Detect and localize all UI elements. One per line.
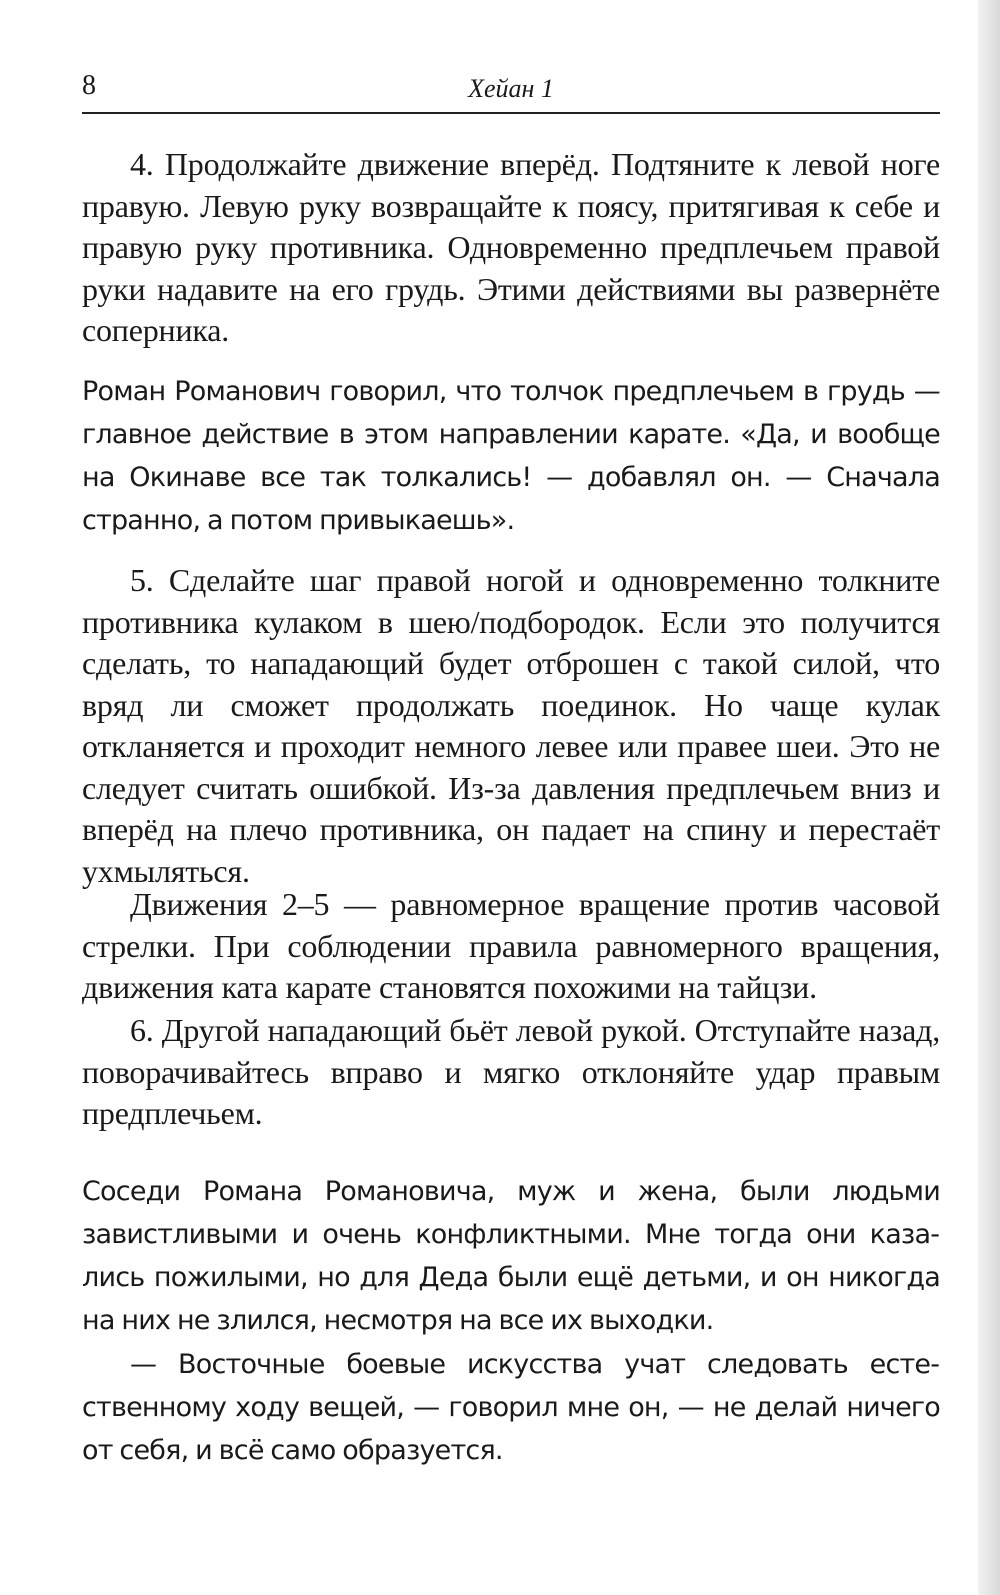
page-number: 8 (82, 70, 96, 101)
page-edge-shadow (978, 0, 1000, 1595)
running-title: Хейан 1 (468, 74, 554, 103)
paragraph-step-4: 4. Продолжайте движение вперёд. Подтяните к левой ноге правую. Левую руку возвращайте к поясу, притягивая к себе и правую руку противника. Одновременно предплечьем правой руки надавите на его грудь. Этими действиями вы развернёте соперника. (82, 146, 940, 348)
paragraph-commentary-2: Соседи Романа Романовича, муж и жена, были людьми завистливыми и очень конфликтными. Мне тогда они казались пожилыми, но для Деда были ещё детьми, и он никогда на них не злился, несмотря на все их выходки. (82, 1176, 940, 1336)
paragraph-quote: — Восточные боевые искусства учат следовать естественному ходу вещей, — говорил мне он, — не делай ничего от себя, и всё само образуется. (82, 1349, 940, 1466)
paragraph-step-6: 6. Другой нападающий бьёт левой рукой. Отступайте назад, поворачивайтесь вправо и мягко отклоняйте удар правым предплечьем. (82, 1012, 940, 1131)
page-header (82, 62, 940, 114)
paragraph-step-5: 5. Сделайте шаг правой ногой и одновременно толкните противника кулаком в шею/подбородок. Если это получится сделать, то нападающий будет отброшен с такой силой, что вряд ли сможет продолжать поединок. Но чаще кулак откланяется и проходит немного левее или правее шеи. Это не следует считать ошибкой. Из-за давления предплечьем вниз и вперёд на плечо противника, он падает на спину и перестаёт ухмыляться. (82, 562, 940, 889)
paragraph-commentary-1: Роман Романович говорил, что толчок предплечьем в грудь — главное действие в этом направлении карате. «Да, и вообще на Окинаве все так толкались! — добавлял он. — Сначала странно, а потом привыкаешь». (82, 376, 940, 536)
paragraph-movements-2-5: Движения 2–5 — равномерное вращение против часовой стрелки. При соблюдении правила равномерного вращения, движения ката карате становятся похожими на тайцзи. (82, 886, 940, 1005)
